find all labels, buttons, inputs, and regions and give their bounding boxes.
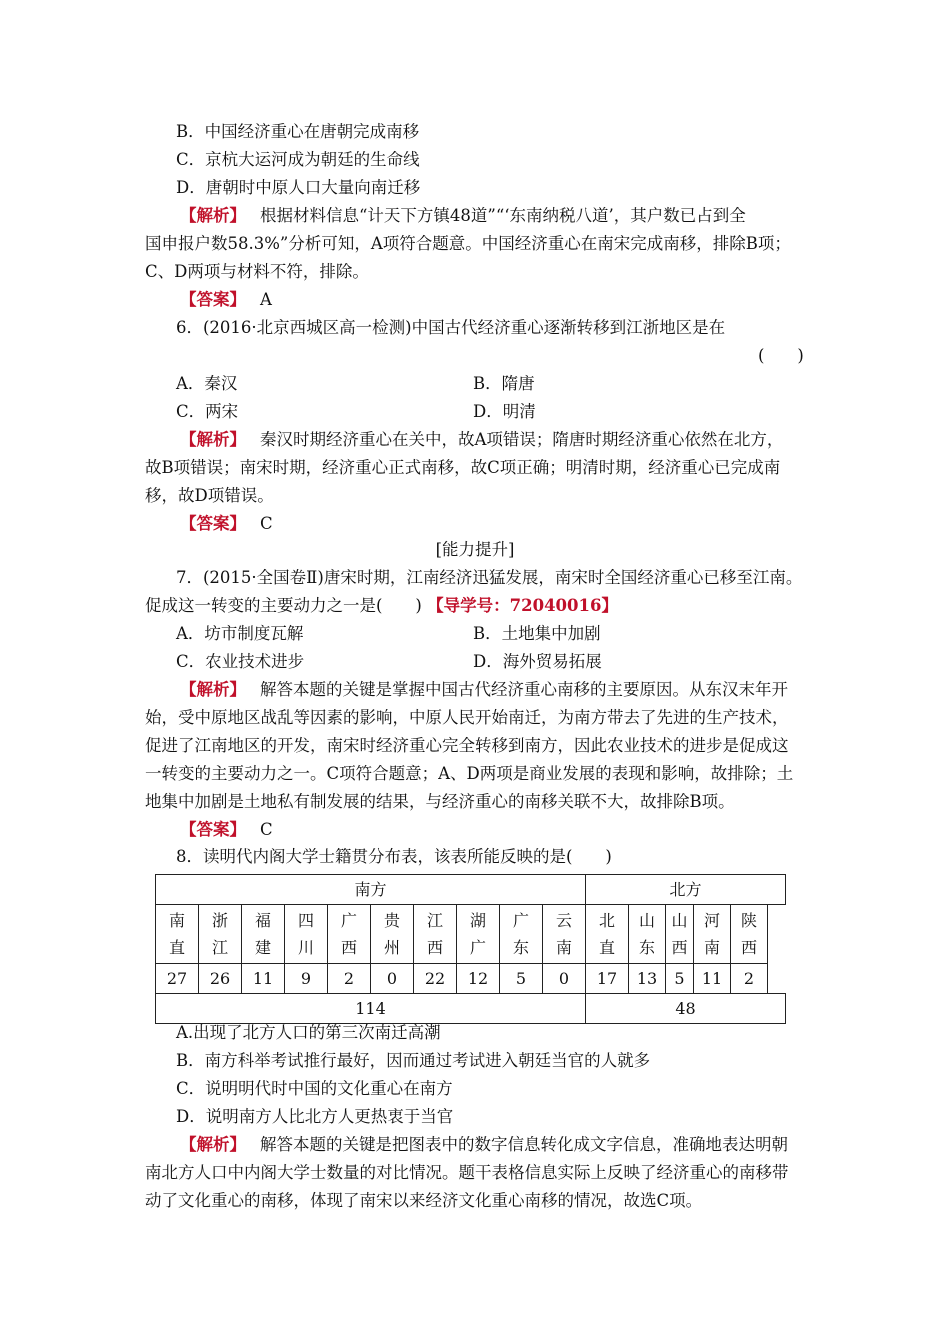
q7-stem-line-1: 7．(2015·全国卷Ⅱ)唐宋时期，江南经济迅猛发展，南宋时全国经济重心已移至江南。	[176, 568, 803, 587]
count-cell: 27	[156, 964, 199, 994]
q7-option-a: A．坊市制度瓦解	[176, 624, 304, 643]
q8-option-b: B．南方科举考试推行最好，因而通过考试进入朝廷当官的人就多	[176, 1051, 651, 1070]
q6-answer-value: C	[260, 514, 273, 533]
empty-cell	[768, 905, 786, 964]
q8-option-a: A.出现了北方人口的第三次南迁高潮	[176, 1023, 441, 1042]
q7-stem-text: 促成这一转变的主要动力之一是( )	[145, 596, 422, 615]
q8-analysis-text-1: 解答本题的关键是把图表中的数字信息转化成文字信息，准确地表达明朝	[260, 1135, 788, 1154]
answer-tag: 【答案】	[180, 820, 246, 839]
province-cell: 江 西	[414, 905, 457, 964]
q7-option-c: C．农业技术进步	[176, 652, 305, 671]
count-cell: 9	[285, 964, 328, 994]
count-cell: 0	[371, 964, 414, 994]
q7-analysis-line-1	[180, 678, 788, 702]
province-cell: 南 直	[156, 905, 199, 964]
province-cell: 广 东	[500, 905, 543, 964]
q8-stem: 8．读明代内阁大学士籍贯分布表，该表所能反映的是( )	[176, 847, 612, 866]
province-cell: 广 西	[328, 905, 371, 964]
q7-option-b: B．土地集中加剧	[473, 624, 601, 643]
q7-option-d: D．海外贸易拓展	[473, 652, 602, 671]
q6-option-d: D．明清	[473, 402, 536, 421]
q5-option-c: C．京杭大运河成为朝廷的生命线	[176, 150, 420, 169]
province-cell: 四 川	[285, 905, 328, 964]
q5-option-b: B．中国经济重心在唐朝完成南移	[176, 122, 420, 141]
q8-option-c: C．说明明代时中国的文化重心在南方	[176, 1079, 453, 1098]
q8-analysis-line-1	[180, 1133, 788, 1157]
count-cell: 5	[666, 964, 694, 994]
q6-analysis-line-2: 故B项错误；南宋时期，经济重心正式南移，故C项正确；明清时期，经济重心已完成南	[145, 458, 781, 477]
q8-analysis-line-3: 动了文化重心的南移，体现了南宋以来经济文化重心南移的情况，故选C项。	[145, 1191, 703, 1210]
count-cell: 0	[543, 964, 586, 994]
north-header: 北方	[586, 875, 786, 905]
count-cell: 12	[457, 964, 500, 994]
province-cell: 贵 州	[371, 905, 414, 964]
north-total: 48	[586, 994, 786, 1024]
q5-option-d: D．唐朝时中原人口大量向南迁移	[176, 178, 421, 197]
q6-analysis-line-1	[180, 428, 783, 452]
q7-answer-value: C	[260, 820, 273, 839]
q5-answer-line	[180, 288, 272, 312]
analysis-tag: 【解析】	[180, 1135, 246, 1154]
count-cell: 17	[586, 964, 629, 994]
count-row	[156, 964, 786, 994]
q6-answer-bracket: ( )	[758, 346, 804, 365]
q8-analysis-line-2: 南北方人口中内阁大学士数量的对比情况。题干表格信息实际上反映了经济重心的南移带	[145, 1163, 789, 1182]
q8-option-d: D．说明南方人比北方人更热衷于当官	[176, 1107, 454, 1126]
province-cell: 北 直	[586, 905, 629, 964]
analysis-tag: 【解析】	[180, 680, 246, 699]
analysis-tag: 【解析】	[180, 206, 246, 225]
q5-answer-value: A	[260, 290, 272, 309]
province-cell: 福 建	[242, 905, 285, 964]
analysis-tag: 【解析】	[180, 430, 246, 449]
province-cell: 陕 西	[731, 905, 768, 964]
q5-analysis-line-1	[180, 204, 746, 228]
guide-number: 【导学号：72040016】	[427, 596, 618, 615]
south-total: 114	[156, 994, 586, 1024]
province-cell: 浙 江	[199, 905, 242, 964]
count-cell: 11	[242, 964, 285, 994]
q5-analysis-text-1: 根据材料信息“计天下方镇48道”“‘东南纳税八道’，其户数已占到全	[260, 206, 746, 225]
count-cell: 11	[694, 964, 731, 994]
q7-analysis-text-1: 解答本题的关键是掌握中国古代经济重心南移的主要原因。从东汉末年开	[260, 680, 788, 699]
count-cell: 13	[629, 964, 666, 994]
answer-tag: 【答案】	[180, 514, 246, 533]
count-cell: 2	[328, 964, 371, 994]
q6-option-a: A．秦汉	[176, 374, 238, 393]
province-cell: 山 东	[629, 905, 666, 964]
count-cell: 2	[731, 964, 768, 994]
q7-analysis-line-4: 一转变的主要动力之一。C项符合题意；A、D两项是商业发展的表现和影响，故排除；土	[145, 764, 794, 783]
province-cell: 湖 广	[457, 905, 500, 964]
q7-analysis-line-3: 促进了江南地区的开发，南宋时经济重心完全转移到南方，因此农业技术的进步是促成这	[145, 736, 789, 755]
q6-option-b: B．隋唐	[473, 374, 535, 393]
province-cell: 河 南	[694, 905, 731, 964]
province-row	[156, 905, 786, 964]
q7-stem-line-2	[145, 594, 618, 618]
province-cell: 云 南	[543, 905, 586, 964]
q6-analysis-text-1: 秦汉时期经济重心在关中，故A项错误；隋唐时期经济重心依然在北方，	[260, 430, 784, 449]
province-cell: 山 西	[666, 905, 694, 964]
south-header: 南方	[156, 875, 586, 905]
empty-cell	[768, 964, 786, 994]
q5-analysis-line-3: C、D两项与材料不符，排除。	[145, 262, 369, 281]
q6-analysis-line-3: 移，故D项错误。	[145, 486, 274, 505]
q6-stem: 6．(2016·北京西城区高一检测)中国古代经济重心逐渐转移到江浙地区是在	[176, 318, 726, 337]
q7-analysis-line-5: 地集中加剧是土地私有制发展的结果，与经济重心的南移关联不大，故排除B项。	[145, 792, 735, 811]
region-header-row	[156, 875, 786, 905]
q6-answer-line	[180, 512, 273, 536]
count-cell: 5	[500, 964, 543, 994]
q7-answer-line	[180, 818, 273, 842]
q6-option-c: C．两宋	[176, 402, 239, 421]
section-heading: [能力提升]	[435, 540, 515, 559]
official-origin-table	[155, 874, 786, 1024]
q7-analysis-line-2: 始，受中原地区战乱等因素的影响，中原人民开始南迁，为南方带去了先进的生产技术，	[145, 708, 789, 727]
count-cell: 26	[199, 964, 242, 994]
q5-analysis-line-2: 国申报户数58.3%”分析可知，A项符合题意。中国经济重心在南宋完成南移，排除B项；	[145, 234, 791, 253]
total-row	[156, 994, 786, 1024]
answer-tag: 【答案】	[180, 290, 246, 309]
count-cell: 22	[414, 964, 457, 994]
